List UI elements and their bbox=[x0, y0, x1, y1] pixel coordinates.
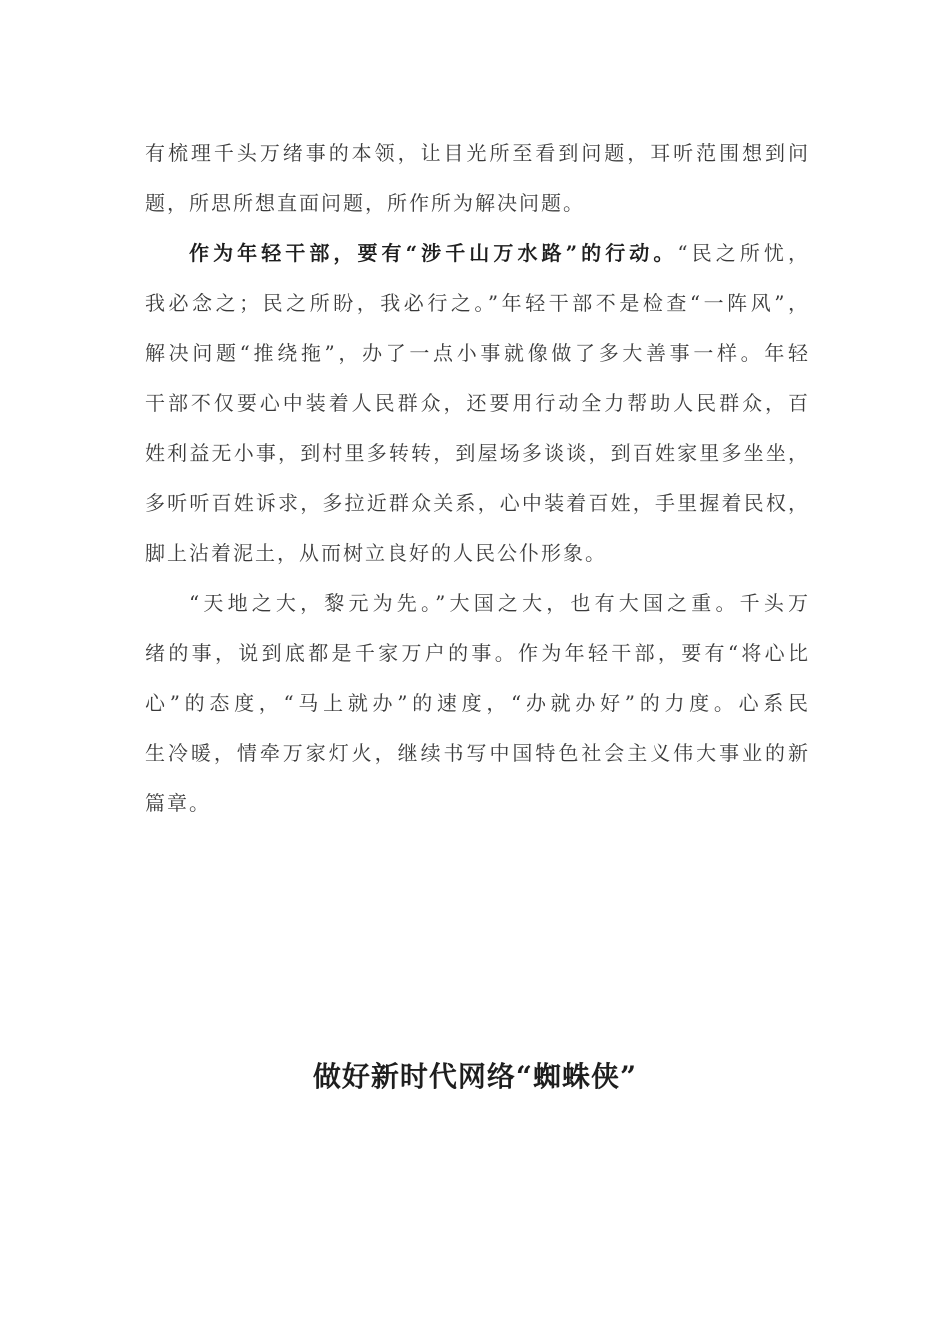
text-line bbox=[145, 228, 810, 278]
paragraph-1 bbox=[145, 128, 810, 228]
paragraph-3 bbox=[145, 578, 810, 828]
paragraph-2 bbox=[145, 228, 810, 578]
paragraph-lead-rest: “民之所忧， bbox=[677, 241, 810, 265]
text-line: 绪的事，说到底都是千家万户的事。作为年轻干部，要有“将心比 bbox=[145, 641, 810, 665]
text-line: 解决问题“推绕拖”，办了一点小事就像做了多大善事一样。年轻 bbox=[145, 341, 810, 365]
document-body bbox=[145, 128, 810, 828]
text-line: 有梳理千头万绪事的本领，让目光所至看到问题，耳听范围想到问 bbox=[145, 141, 810, 165]
text-line: “天地之大，黎元为先。”大国之大，也有大国之重。千头万 bbox=[189, 591, 810, 615]
text-line: 我必念之；民之所盼，我必行之。”年轻干部不是检查“一阵风”， bbox=[145, 291, 810, 315]
paragraph-lead-bold: 作为年轻干部，要有“涉千山万水路”的行动。 bbox=[189, 241, 678, 265]
text-line: 多听听百姓诉求，多拉近群众关系，心中装着百姓，手里握着民权， bbox=[145, 491, 810, 515]
text-line: 脚上沾着泥土，从而树立良好的人民公仆形象。 bbox=[145, 541, 607, 565]
text-line: 生冷暖，情牵万家灯火，继续书写中国特色社会主义伟大事业的新 bbox=[145, 741, 810, 765]
text-line: 干部不仅要心中装着人民群众，还要用行动全力帮助人民群众，百 bbox=[145, 391, 810, 415]
text-line: 篇章。 bbox=[145, 791, 211, 815]
text-line: 心”的态度，“马上就办”的速度，“办就办好”的力度。心系民 bbox=[145, 691, 810, 715]
text-line: 题，所思所想直面问题，所作所为解决问题。 bbox=[145, 191, 585, 215]
article-title: 做好新时代网络“蜘蛛侠” bbox=[312, 1060, 638, 1093]
text-line: 姓利益无小事，到村里多转转，到屋场多谈谈，到百姓家里多坐坐， bbox=[145, 441, 810, 465]
